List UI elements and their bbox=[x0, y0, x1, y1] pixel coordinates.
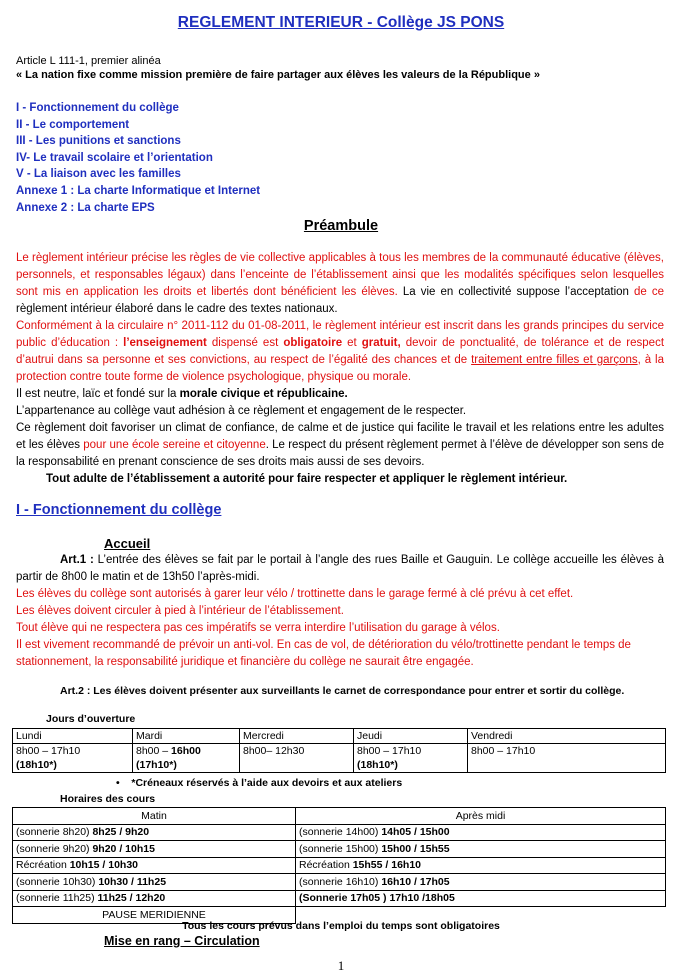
red-rule-4: Il est vivement recommandé de prévoir un anti-vol. En cas de vol, de détérioration du vélo/trottinette pendant le temps de stationnement, la responsabilité juridique et financière du collège ne saurait être engagée. bbox=[16, 639, 631, 668]
aprem-cell: (Sonnerie 17h05 ) 17h10 /18h05 bbox=[296, 890, 666, 907]
preambule-paragraph-4: L’appartenance au collège vaut adhésion à ce règlement et engagement de le respecter. bbox=[16, 405, 467, 417]
jours-table bbox=[12, 728, 666, 773]
matin-cell: (sonnerie 8h20) 8h25 / 9h20 bbox=[13, 824, 296, 841]
table-row bbox=[13, 808, 666, 825]
table-row bbox=[13, 744, 666, 773]
obligatoires-note: Tous les cours prévus dans l’emploi du temps sont obligatoires bbox=[182, 920, 500, 932]
red-rule-2: Les élèves doivent circuler à pied à l’intérieur de l’établissement. bbox=[16, 605, 344, 617]
mise-en-rang-heading: Mise en rang – Circulation bbox=[104, 934, 260, 948]
red-rule-3: Tout élève qui ne respectera pas ces impératifs se verra interdire l’utilisation du garage à vélos. bbox=[16, 622, 500, 634]
toc-item[interactable]: II - Le comportement bbox=[16, 118, 130, 131]
toc-item[interactable]: V - La liaison avec les familles bbox=[16, 168, 181, 181]
preambule-paragraph-6: Tout adulte de l’établissement a autorité pour faire respecter et appliquer le règlement intérieur. bbox=[46, 473, 568, 485]
matin-cell: Récréation 10h15 / 10h30 bbox=[13, 857, 296, 874]
preambule-heading: Préambule bbox=[303, 218, 379, 234]
preambule-paragraph-3: Il est neutre, laïc et fondé sur la morale civique et républicaine. bbox=[16, 388, 348, 400]
preambule-paragraph-2: Conformément à la circulaire n° 2011-112 du 01-08-2011, le règlement intérieur est inscrit dans les grands principes du service public d’éducation : l’enseignement dispensé est obligatoire et gratuit, devoir de ponctualité, de tolérance et de respect d’autrui dans sa personne et ses convictions, au respect de l’égalité des chances et de traitement entre filles et garçons, à la protection contre toute forme de violence psychologique, physique ou morale. bbox=[16, 320, 665, 383]
aprem-header: Après midi bbox=[296, 808, 666, 825]
pause-cell: PAUSE MERIDIENNE bbox=[13, 907, 296, 924]
preambule-paragraph-1: Le règlement intérieur précise les règles de vie collective applicables à tous les membres de la communauté éducative (élèves, personnels, et responsables légaux) dans l’enceinte de l’établissement ainsi que les modalités spécifiques selon lesquelles sont mis en application les droits et libertés dont bénéficient les élèves. La vie en collectivité suppose l’acceptation de ce règlement intérieur élaboré dans le cadre des textes nationaux. bbox=[16, 252, 665, 315]
table-row bbox=[13, 729, 666, 744]
bullet-icon: • bbox=[116, 777, 132, 789]
matin-cell: (sonnerie 10h30) 10h30 / 11h25 bbox=[13, 874, 296, 891]
hours-cell: 8h00 – 17h10 (18h10*) bbox=[354, 744, 468, 773]
article-1: Art.1 : L’entrée des élèves se fait par le portail à l’angle des rues Baille et Gauguin. Le collège accueille les élèves à partir de 8h00 le matin et de 13h50 l’après-midi. bbox=[16, 554, 665, 583]
matin-cell: (sonnerie 9h20) 9h20 / 10h15 bbox=[13, 841, 296, 858]
page-number: 1 bbox=[337, 958, 345, 973]
table-row bbox=[13, 857, 666, 874]
day-cell: Vendredi bbox=[468, 729, 666, 744]
toc-item[interactable]: Annexe 1 : La charte Informatique et Internet bbox=[16, 184, 261, 197]
aprem-cell: Récréation 15h55 / 16h10 bbox=[296, 857, 666, 874]
toc-item[interactable]: I - Fonctionnement du collège bbox=[16, 102, 179, 114]
day-cell: Mercredi bbox=[240, 729, 354, 744]
accueil-heading: Accueil bbox=[104, 536, 151, 551]
day-cell: Mardi bbox=[133, 729, 240, 744]
accueil-body bbox=[16, 552, 664, 671]
page-title: REGLEMENT INTERIEUR - Collège JS PONS bbox=[177, 14, 505, 31]
republic-quote: « La nation fixe comme mission première de faire partager aux élèves les valeurs de la République » bbox=[16, 69, 540, 81]
toc-item[interactable]: III - Les punitions et sanctions bbox=[16, 135, 181, 148]
hours-cell: 8h00– 12h30 bbox=[240, 744, 354, 773]
section-1-heading: I - Fonctionnement du collège bbox=[16, 502, 222, 518]
hours-cell: 8h00 – 16h00 (17h10*) bbox=[133, 744, 240, 773]
preambule-paragraph-5: Ce règlement doit favoriser un climat de confiance, de calme et de justice qui facilite le travail et les relations entre les adultes et les élèves pour une école sereine et citoyenne. Le respect du présent règlement permet à l’élève de développer son sens de la responsabilité en prenant conscience de ses droits mais aussi de ses devoirs. bbox=[16, 422, 664, 468]
jours-label: Jours d’ouverture bbox=[46, 713, 136, 725]
creneaux-note: • *Créneaux réservés à l’aide aux devoirs et aux ateliers bbox=[116, 777, 403, 789]
table-row bbox=[13, 824, 666, 841]
horaires-label: Horaires des cours bbox=[60, 793, 156, 805]
toc-item[interactable]: Annexe 2 : La charte EPS bbox=[16, 201, 155, 214]
hours-cell: 8h00 – 17h10 bbox=[468, 744, 666, 773]
aprem-cell: (sonnerie 14h00) 14h05 / 15h00 bbox=[296, 824, 666, 841]
horaires-table bbox=[12, 807, 666, 924]
hours-cell: 8h00 – 17h10 (18h10*) bbox=[13, 744, 133, 773]
aprem-cell: (sonnerie 16h10) 16h10 / 17h05 bbox=[296, 874, 666, 891]
article-2: Art.2 : Les élèves doivent présenter aux surveillants le carnet de correspondance pour entrer et sortir du collège. bbox=[60, 685, 625, 697]
red-rule-1: Les élèves du collège sont autorisés à garer leur vélo / trottinette dans le garage fermé à clé prévu à cet effet. bbox=[16, 588, 574, 600]
table-of-contents bbox=[16, 100, 260, 216]
aprem-cell: (sonnerie 15h00) 15h00 / 15h55 bbox=[296, 841, 666, 858]
table-row bbox=[13, 841, 666, 858]
matin-cell: (sonnerie 11h25) 11h25 / 12h20 bbox=[13, 890, 296, 907]
toc-item[interactable]: IV- Le travail scolaire et l’orientation bbox=[16, 151, 213, 164]
table-row bbox=[13, 874, 666, 891]
matin-header: Matin bbox=[13, 808, 296, 825]
table-row bbox=[13, 890, 666, 907]
day-cell: Lundi bbox=[13, 729, 133, 744]
article-reference: Article L 111-1, premier alinéa bbox=[16, 55, 161, 67]
day-cell: Jeudi bbox=[354, 729, 468, 744]
preambule-body bbox=[16, 250, 664, 488]
